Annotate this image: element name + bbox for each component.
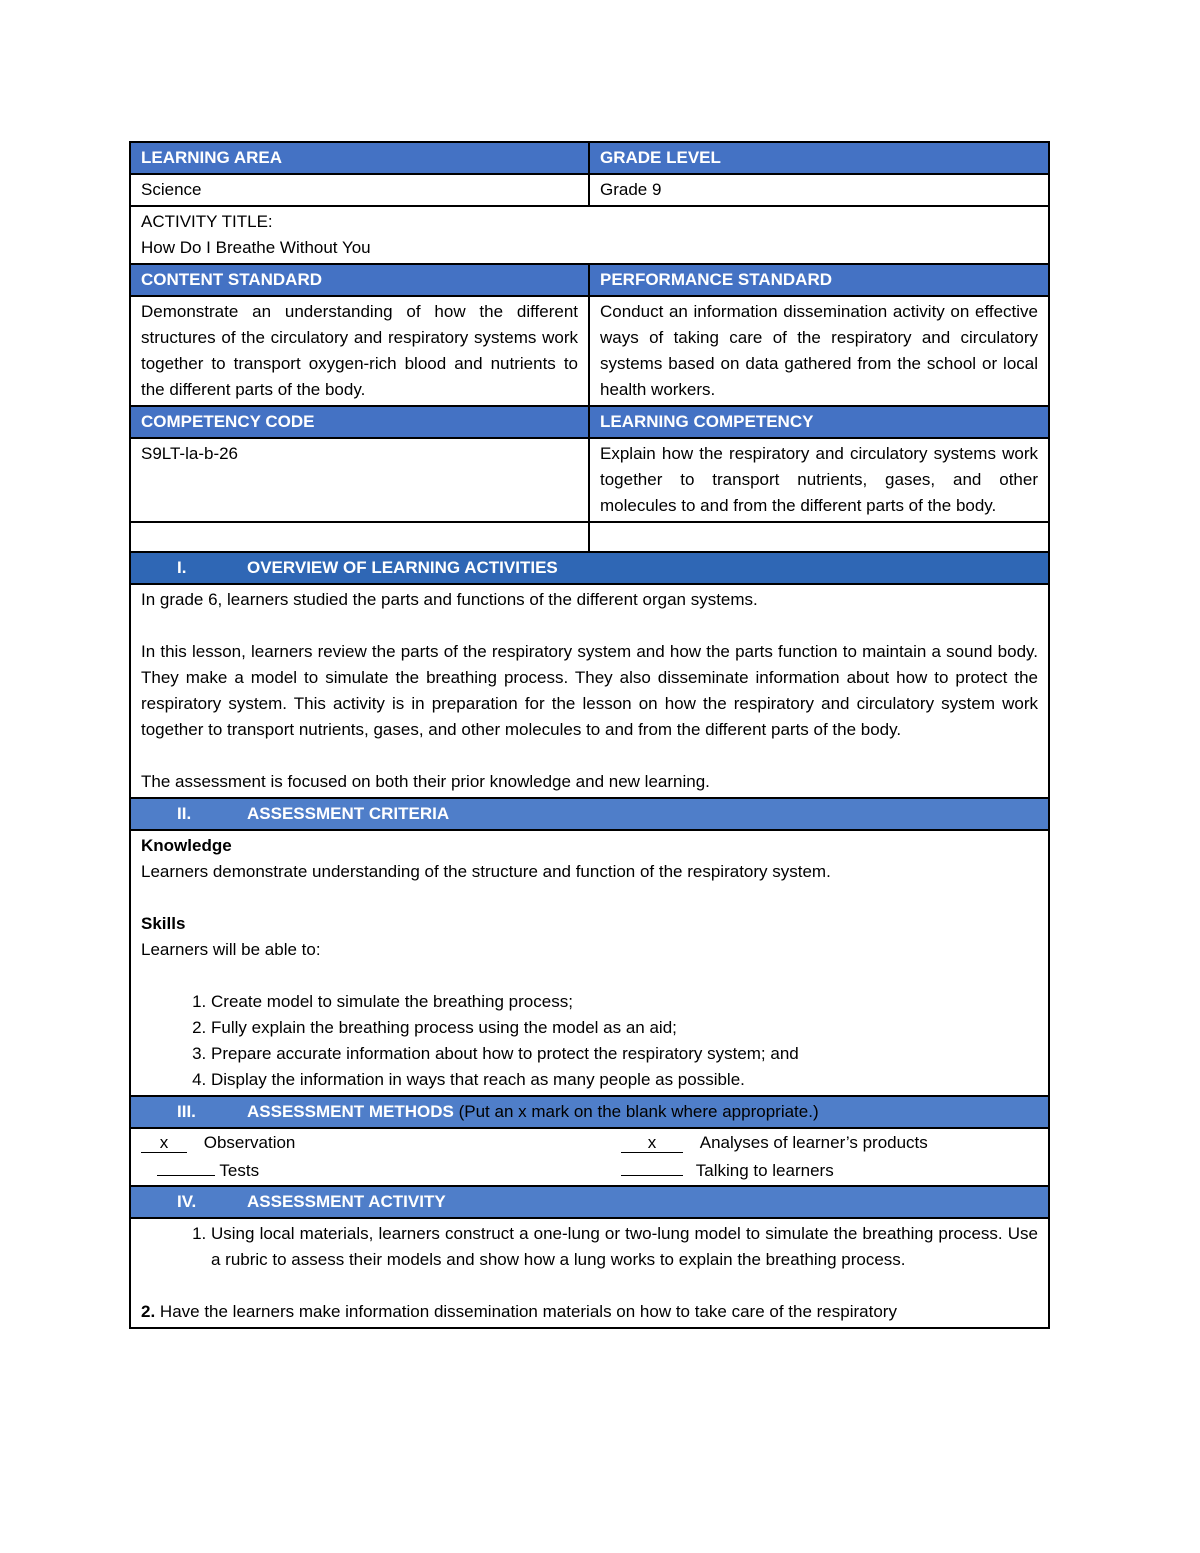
empty-row [130,522,1049,552]
skills-heading: Skills [141,914,186,933]
lesson-plan-sheet [129,141,1048,1329]
methods-body [130,1128,1049,1186]
overview-header [130,552,1049,584]
criteria-header-row [130,798,1049,830]
activity-title: ASSESSMENT ACTIVITY [247,1192,446,1211]
observation-blank[interactable]: x [141,1134,187,1153]
knowledge-heading: Knowledge [141,836,232,855]
tests-label: Tests [219,1161,260,1180]
standards-header-row [130,264,1049,296]
activity-title-cell [130,206,1049,264]
activity-title-row [130,206,1049,264]
methods-note: (Put an x mark on the blank where appropriate.) [458,1102,819,1121]
talking-label: Talking to learners [695,1161,834,1180]
activity-item-2 [141,1299,1038,1325]
learning-area-label: LEARNING AREA [130,142,589,174]
overview-body [130,584,1049,798]
overview-body-row [130,584,1049,798]
tests-option [157,1157,259,1184]
criteria-header [130,798,1049,830]
activity-item-2-number: 2. [141,1302,156,1321]
competency-text-row [130,438,1049,522]
tests-blank[interactable] [157,1157,215,1176]
performance-standard-label: PERFORMANCE STANDARD [589,264,1049,296]
competency-code-value: S9LT-la-b-26 [130,438,589,522]
learning-competency-text: Explain how the respiratory and circulatory systems work together to transport nutrients, gases, and other molecules to and from the different parts of the body. [589,438,1049,522]
methods-body-row [130,1128,1049,1186]
analyses-label: Analyses of learner’s products [699,1133,928,1152]
overview-title: OVERVIEW OF LEARNING ACTIVITIES [247,558,558,577]
grade-level-value: Grade 9 [589,174,1049,206]
header-row [130,142,1049,174]
activity-body-row [130,1218,1049,1328]
analyses-blank[interactable]: x [621,1134,683,1153]
overview-paragraph-1: In grade 6, learners studied the parts and functions of the different organ systems. [141,590,758,609]
overview-paragraph-2: In this lesson, learners review the parts of the respiratory system and how the parts function to maintain a sound body. They make a model to simulate the breathing process. They also disseminate information about how to protect the respiratory system. This activity is in preparation for the lesson on how the respiratory and circulatory system work together to transport nutrients, gases, and other molecules to and from the different parts of the body. [141,642,1038,739]
knowledge-text: Learners demonstrate understanding of the structure and function of the respiratory system. [141,862,831,881]
competency-header-row [130,406,1049,438]
activity-header [130,1186,1049,1218]
empty-cell-left [130,522,589,552]
criteria-title: ASSESSMENT CRITERIA [247,804,450,823]
standards-text-row [130,296,1049,406]
methods-title: ASSESSMENT METHODS [247,1102,454,1121]
list-item: 1. Create model to simulate the breathing process; [211,989,1038,1015]
learning-area-value: Science [130,174,589,206]
observation-label: Observation [203,1133,296,1152]
grade-level-label: GRADE LEVEL [589,142,1049,174]
activity-numeral: IV. [177,1192,197,1211]
overview-paragraph-3: The assessment is focused on both their prior knowledge and new learning. [141,772,710,791]
learning-competency-label: LEARNING COMPETENCY [589,406,1049,438]
observation-option [141,1130,295,1156]
list-item: 1. Using local materials, learners construct a one-lung or two-lung model to simulate the breathing process. Use a rubric to assess their models and show how a lung works to explain the breathing process. [211,1221,1038,1273]
list-item: 2. Fully explain the breathing process using the model as an aid; [211,1015,1038,1041]
list-item: 3. Prepare accurate information about how to protect the respiratory system; and [211,1041,1038,1067]
methods-numeral: III. [177,1102,196,1121]
content-standard-text: Demonstrate an understanding of how the different structures of the circulatory and respiratory systems work together to transport oxygen-rich blood and nutrients to the different parts of the body. [130,296,589,406]
performance-standard-text: Conduct an information dissemination activity on effective ways of taking care of the respiratory and circulatory systems based on data gathered from the school or local health workers. [589,296,1049,406]
activity-list [141,1221,1038,1273]
analyses-option [621,1130,928,1156]
activity-title-value: How Do I Breathe Without You [141,238,371,257]
criteria-body-row [130,830,1049,1096]
header-values-row [130,174,1049,206]
activity-header-row [130,1186,1049,1218]
methods-header-row [130,1096,1049,1128]
empty-cell-right [589,522,1049,552]
overview-header-row [130,552,1049,584]
activity-item-2-text: Have the learners make information dissemination materials on how to take care of the respiratory [159,1302,897,1321]
list-item: 4. Display the information in ways that reach as many people as possible. [211,1067,1038,1093]
content-standard-label: CONTENT STANDARD [130,264,589,296]
overview-numeral: I. [177,558,187,577]
talking-option [621,1157,834,1184]
criteria-numeral: II. [177,804,192,823]
talking-blank[interactable] [621,1157,683,1176]
lesson-plan-table [129,141,1050,1329]
criteria-body [130,830,1049,1096]
activity-body [130,1218,1049,1328]
activity-title-label: ACTIVITY TITLE: [141,212,273,231]
skills-intro: Learners will be able to: [141,940,321,959]
skills-list [141,989,1038,1093]
methods-header [130,1096,1049,1128]
competency-code-label: COMPETENCY CODE [130,406,589,438]
